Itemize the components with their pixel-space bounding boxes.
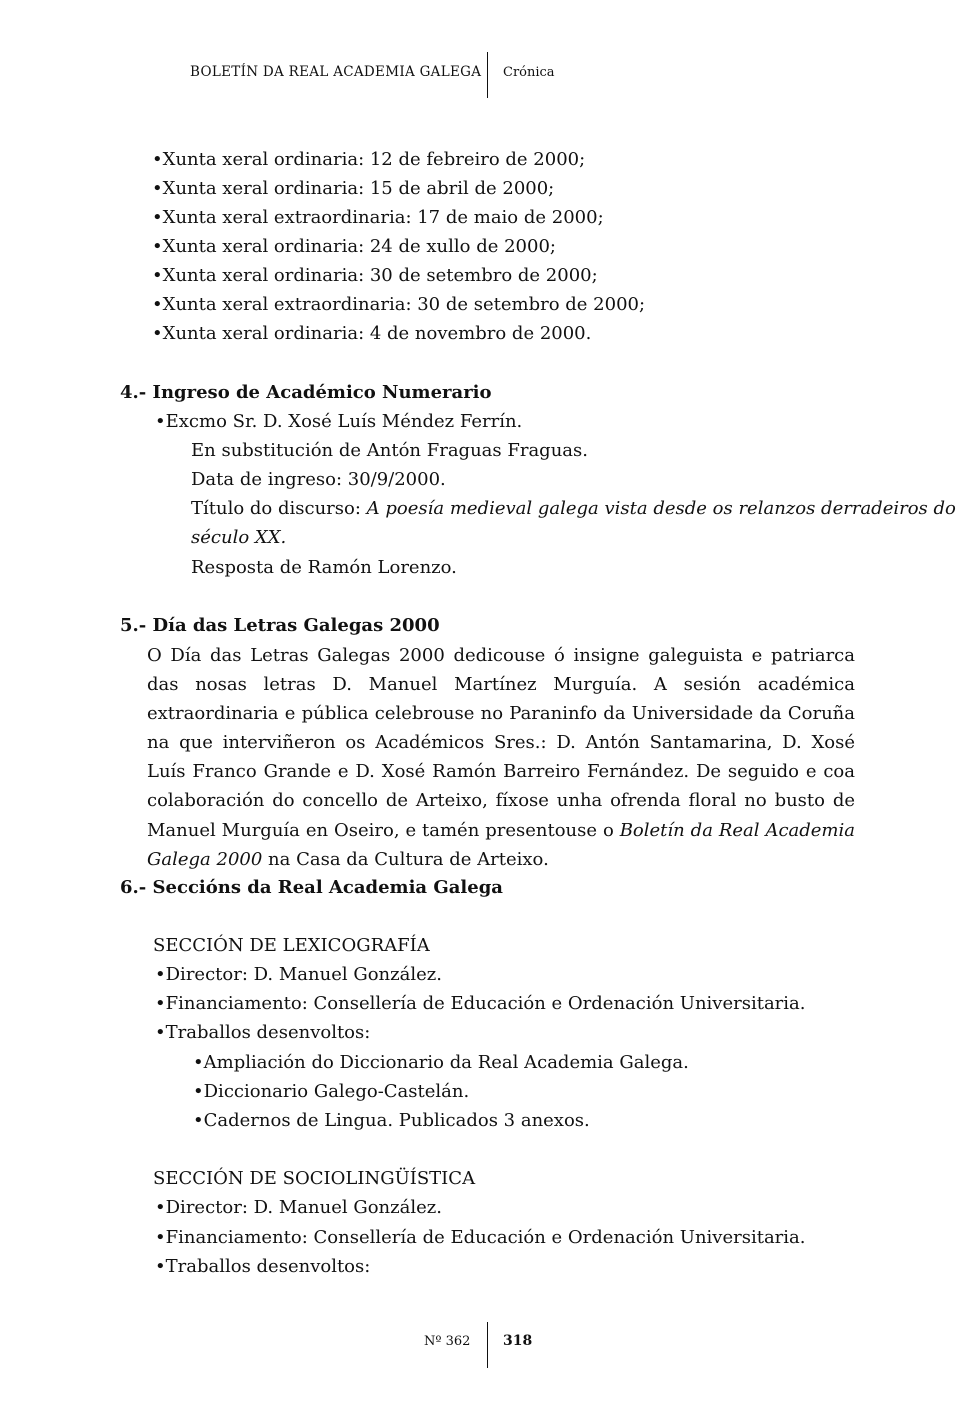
- sociolinguistica-funding: • Financiamento: Consellería de Educación e Ordenación Universitaria.: [155, 1227, 806, 1249]
- meeting-item: • Xunta xeral extraordinaria: 30 de setembro de 2000;: [152, 294, 645, 316]
- meeting-item: • Xunta xeral ordinaria: 15 de abril de 2000;: [152, 178, 554, 200]
- page-number: 318: [503, 1333, 533, 1349]
- section-4-heading: 4.- Ingreso de Académico Numerario: [120, 382, 492, 403]
- academic-name: • Excmo Sr. D. Xosé Luís Méndez Ferrín.: [155, 411, 522, 433]
- bulletin-title: Boletín da Real Academia Galega 2000: [147, 819, 855, 870]
- issue-number: Nº 362: [424, 1334, 471, 1349]
- lexicografia-director: • Director: D. Manuel González.: [155, 964, 442, 986]
- substitution-note: En substitución de Antón Fraguas Fraguas.: [191, 440, 588, 461]
- meeting-item: • Xunta xeral ordinaria: 24 de xullo de 2000;: [152, 236, 556, 258]
- section-5-paragraph: O Día das Letras Galegas 2000 dedicouse ó insigne galeguista e patriarca das nosas letras D. Manuel Martínez Murguía. A sesión académica extraordinaria e pública celebrouse no Paraninfo da Universidade da Coruña na que interviñeron os Académicos Sres.: D. Antón Santamarina, D. Xosé Luís Franco Grande e D. Xosé Ramón Barreiro Fernández. De seguido e coa colaboración do concello de Arteixo, fíxose unha ofrenda floral no busto de Manuel Murguía en Oseiro, e tamén presentouse o Boletín da Real Academia Galega 2000 na Casa da Cultura de Arteixo.: [147, 645, 855, 870]
- admission-date: Data de ingreso: 30/9/2000.: [191, 469, 446, 490]
- lexicografia-works-label: • Traballos desenvoltos:: [155, 1022, 370, 1044]
- work-item: • Ampliación do Diccionario da Real Academia Galega.: [193, 1052, 689, 1074]
- sociolinguistica-works-label: • Traballos desenvoltos:: [155, 1256, 370, 1278]
- work-item: • Cadernos de Lingua. Publicados 3 anexos.: [193, 1110, 590, 1132]
- speech-title-cont: século XX.: [191, 527, 287, 548]
- meeting-item: • Xunta xeral ordinaria: 12 de febreiro de 2000;: [152, 149, 585, 171]
- lexicografia-funding: • Financiamento: Consellería de Educación e Ordenación Universitaria.: [155, 993, 806, 1015]
- lexicografia-title: SECCIÓN DE LEXICOGRAFÍA: [153, 935, 430, 956]
- meeting-item: • Xunta xeral ordinaria: 30 de setembro de 2000;: [152, 265, 598, 287]
- section-5-heading: 5.- Día das Letras Galegas 2000: [120, 615, 440, 636]
- footer-divider: [487, 1322, 488, 1368]
- response-note: Resposta de Ramón Lorenzo.: [191, 557, 457, 578]
- work-item: • Diccionario Galego-Castelán.: [193, 1081, 469, 1103]
- speech-title: A poesía medieval galega vista desde os relanzos derradeiros do: [366, 498, 956, 519]
- header-divider: [487, 52, 488, 98]
- meeting-item: • Xunta xeral extraordinaria: 17 de maio de 2000;: [152, 207, 604, 229]
- speech-title-line: Título do discurso: A poesía medieval galega vista desde os relanzos derradeiros do: [191, 498, 956, 519]
- sociolinguistica-title: SECCIÓN DE SOCIOLINGÜÍSTICA: [153, 1168, 476, 1189]
- running-header-journal: BOLETÍN DA REAL ACADEMIA GALEGA: [190, 64, 482, 80]
- meeting-item: • Xunta xeral ordinaria: 4 de novembro de 2000.: [152, 323, 591, 345]
- section-6-heading: 6.- Seccións da Real Academia Galega: [120, 877, 503, 898]
- running-header-section: Crónica: [503, 65, 555, 80]
- sociolinguistica-director: • Director: D. Manuel González.: [155, 1197, 442, 1219]
